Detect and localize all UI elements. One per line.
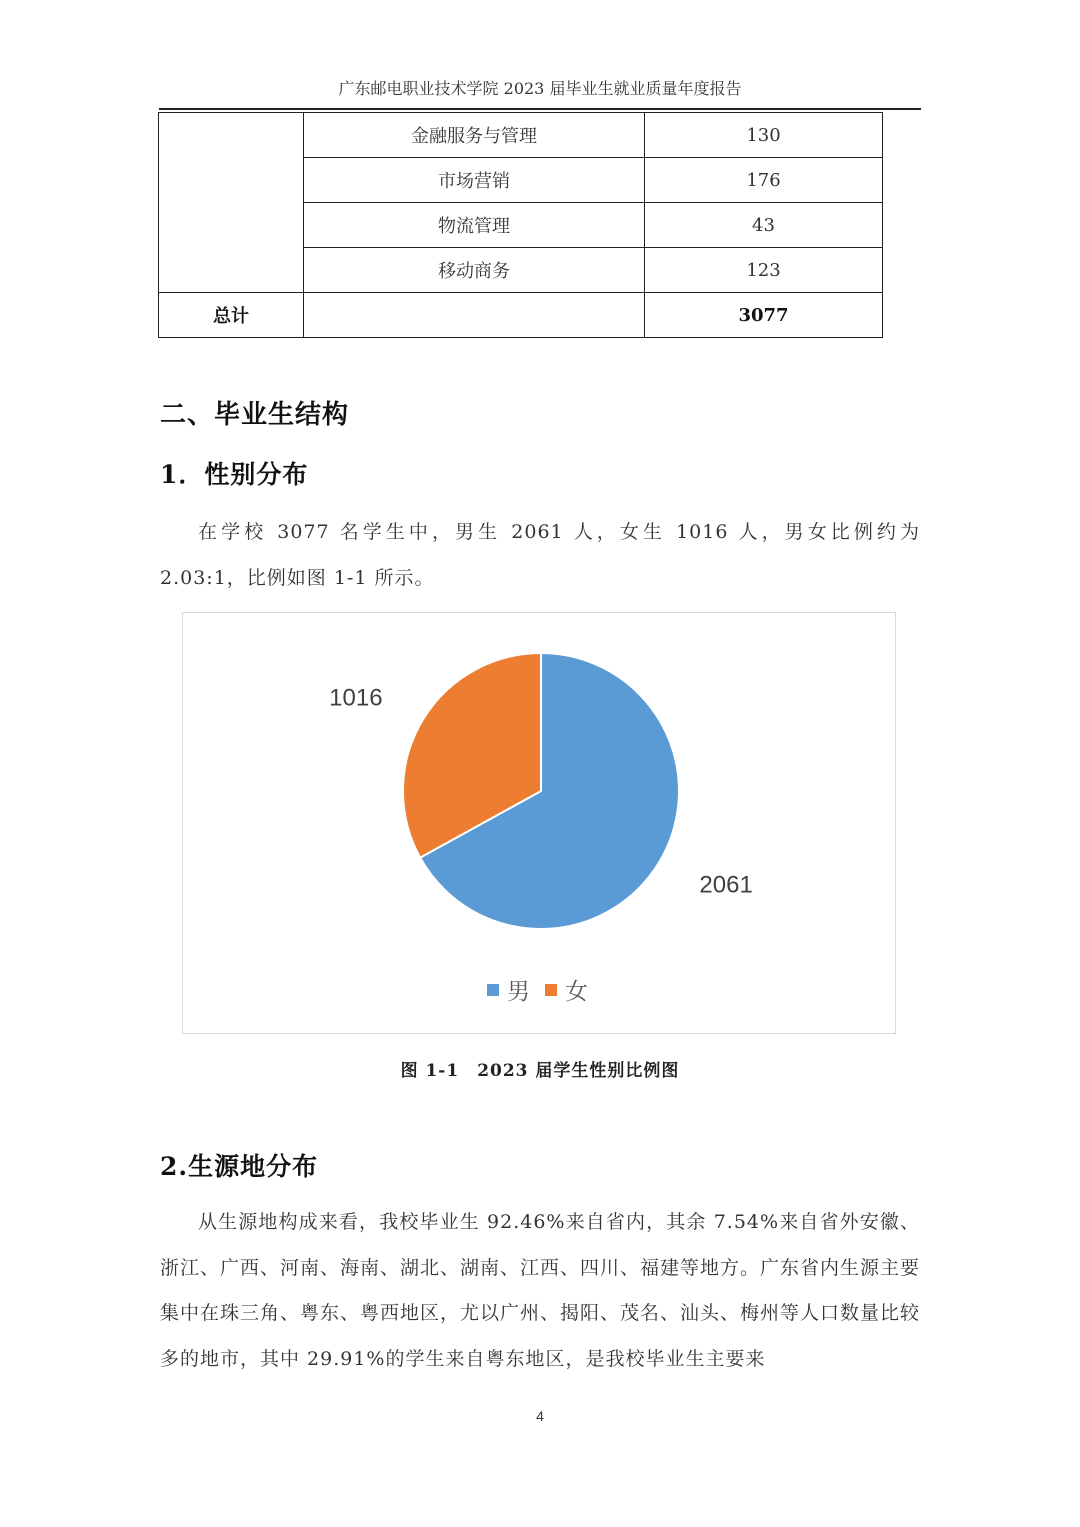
table-cell-count: 123	[645, 248, 883, 293]
subsection-heading-origin: 2.生源地分布	[160, 1152, 319, 1181]
table-cell-empty	[304, 293, 645, 338]
paragraph-origin: 从生源地构成来看，我校毕业生 92.46%来自省内，其余 7.54%来自省外安徽、浙江、广西、河南、海南、湖北、湖南、江西、四川、福建等地方。广东省内生源主要集中在珠三角、粤东、粤西地区，尤以广州、揭阳、茂名、汕头、梅州等人口数量比较多的地市，其中 29.91%的学生来自粤东地区，是我校毕业生主要来	[160, 1211, 921, 1370]
legend-swatch	[545, 984, 557, 996]
table-total-label: 总计	[159, 293, 304, 338]
legend-label: 男	[507, 979, 530, 1005]
table-cell-major: 金融服务与管理	[304, 113, 645, 158]
paragraph-gender: 在学校 3077 名学生中，男生 2061 人，女生 1016 人，男女比例约为 2.03:1，比例如图 1-1 所示。	[160, 521, 920, 589]
pie-data-label: 1016	[329, 684, 383, 712]
legend-label: 女	[565, 979, 588, 1005]
subsection-heading-gender: 1．性别分布	[160, 460, 309, 489]
table-cell-category	[159, 113, 304, 293]
gender-pie-chart	[182, 612, 896, 1034]
page-number: 4	[536, 1408, 544, 1424]
table-total-row	[159, 293, 883, 338]
table-cell-count: 130	[645, 113, 883, 158]
table-cell-count: 43	[645, 203, 883, 248]
page-header: 广东邮电职业技术学院 2023 届毕业生就业质量年度报告	[338, 79, 742, 98]
table-cell-count: 176	[645, 158, 883, 203]
header-rule	[159, 108, 921, 110]
section-heading: 二、毕业生结构	[160, 400, 350, 430]
legend-swatch	[487, 984, 499, 996]
table-cell-major: 物流管理	[304, 203, 645, 248]
table-cell-major: 市场营销	[304, 158, 645, 203]
table-total-count: 3077	[645, 293, 883, 338]
figure-caption: 图 1-1 2023 届学生性别比例图	[400, 1061, 680, 1081]
pie-chart-svg	[183, 613, 895, 1033]
major-count-table	[158, 112, 883, 338]
table-row	[159, 113, 883, 158]
table-cell-major: 移动商务	[304, 248, 645, 293]
pie-data-label: 2061	[699, 871, 753, 899]
